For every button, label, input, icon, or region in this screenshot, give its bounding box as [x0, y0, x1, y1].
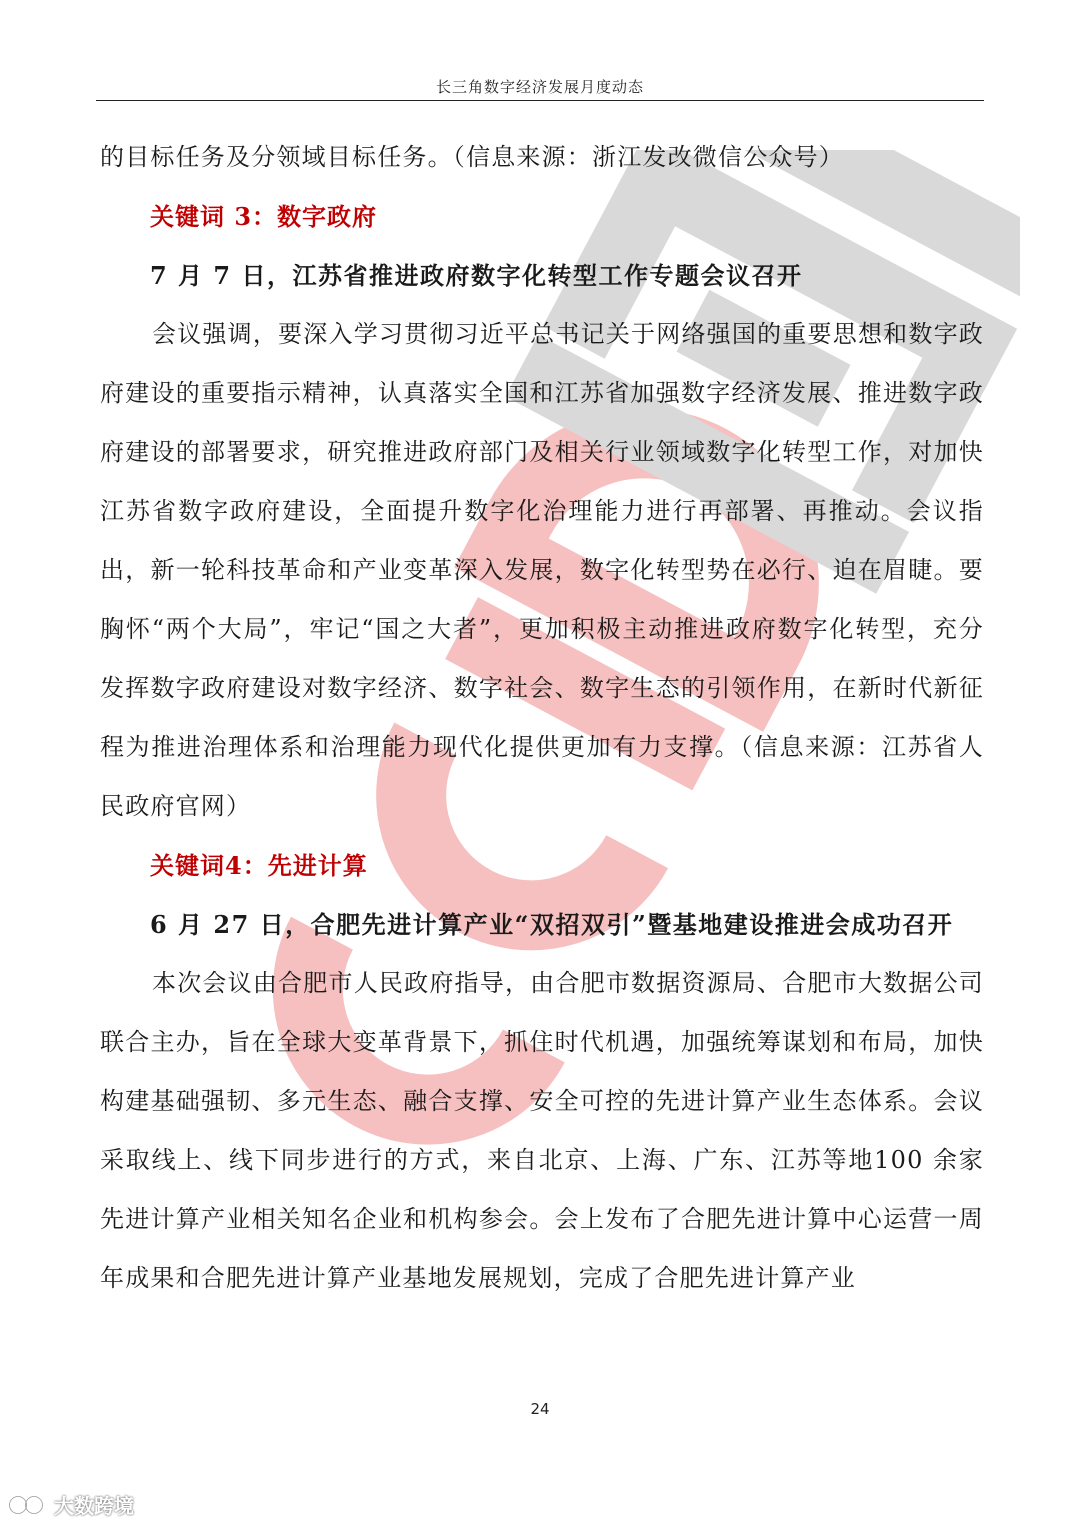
header-divider — [96, 100, 984, 101]
page-number: 24 — [530, 1400, 550, 1418]
news-headline-jiangsu: 7 月 7 日，江苏省推进政府数字化转型工作专题会议召开 — [150, 261, 803, 290]
news-headline-hefei: 6 月 27 日，合肥先进计算产业“双招双引”暨基地建设推进会成功召开 — [150, 910, 954, 939]
brand-logo-icon — [8, 1494, 48, 1516]
brand-name: 大数跨境 — [54, 1494, 134, 1518]
paragraph-continuation: 的目标任务及分领域目标任务。（信息来源：浙江发改微信公众号） — [100, 143, 844, 171]
keyword-heading-digital-government: 关键词 3：数字政府 — [150, 202, 378, 231]
running-header: 长三角数字经济发展月度动态 — [435, 78, 644, 96]
document-body — [100, 128, 984, 1308]
paragraph-hefei-meeting: 本次会议由合肥市人民政府指导，由合肥市数据资源局、合肥市大数据公司联合主办，旨在全球大变革背景下，抓住时代机遇，加强统筹谋划和布局，加快构建基础强韧、多元生态、融合支撑、安全可控的先进计算产业生态体系。会议采取线上、线下同步进行的方式，来自北京、上海、广东、江苏等地100 余家先进计算产业相关知名企业和机构参会。会上发布了合肥先进计算中心运营一周年成果和合肥先进计算产业基地发展规划，完成了合肥先进计算产业 — [100, 969, 984, 1292]
brand-watermark — [8, 1490, 134, 1519]
keyword-heading-advanced-computing: 关键词4：先进计算 — [150, 851, 368, 880]
paragraph-jiangsu-meeting: 会议强调，要深入学习贯彻习近平总书记关于网络强国的重要思想和数字政府建设的重要指示精神，认真落实全国和江苏省加强数字经济发展、推进数字政府建设的部署要求，研究推进政府部门及相关行业领域数字化转型工作，对加快江苏省数字政府建设，全面提升数字化治理能力进行再部署、再推动。会议指出，新一轮科技革命和产业变革深入发展，数字化转型势在必行、迫在眉睫。要胸怀“两个大局”，牢记“国之大者”，更加积极主动推进政府数字化转型，充分发挥数字政府建设对数字经济、数字社会、数字生态的引领作用，在新时代新征程为推进治理体系和治理能力现代化提供更加有力支撑。（信息来源：江苏省人民政府官网） — [100, 320, 984, 820]
